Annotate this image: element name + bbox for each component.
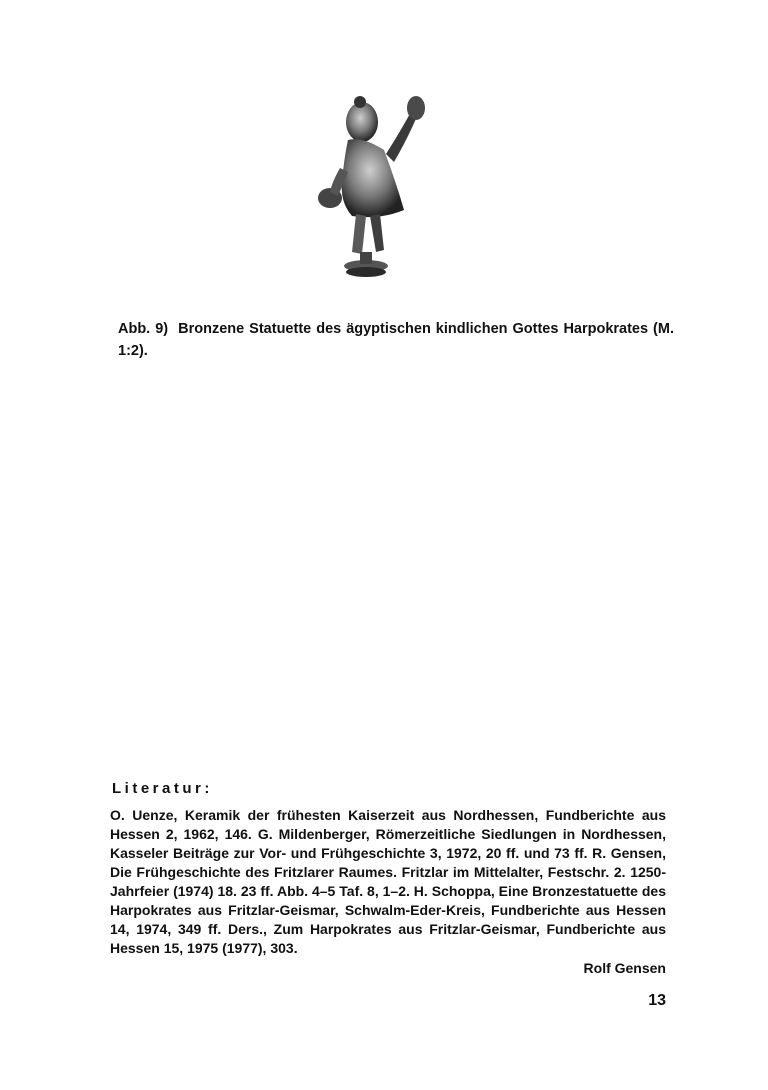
literature-heading: Literatur: [112,780,213,797]
page-number: 13 [648,992,666,1009]
figure-caption-number: Abb. 9) [118,321,169,337]
literature-paragraph: O. Uenze, Keramik der frühesten Kaiserzeit aus Nordhessen, Fundberichte aus Hessen 2, 1962, 146. G. Mildenberger, Römerzeitliche Siedlungen in Nordhessen, Kasseler Beiträge zur Vor- und Frühgeschichte 3, 1972, 20 ff. und 73 ff. R. Gensen, Die Frühgeschichte des Fritzlarer Raumes. Fritzlar im Mittelalter, Festschr. 2. 1250-Jahrfeier (1974) 18. 23 ff. Abb. 4–5 Taf. 8, 1–2. H. Schoppa, Eine Bronzestatuette des Harpokrates aus Fritzlar-Geismar, Schwalm-Eder-Kreis, Fundberichte aus Hessen 14, 1974, 349 ff. Ders., Zum Harpokrates aus Fritzlar-Geismar, Fundberichte aus Hessen 15, 1975 (1977), 303. [110,807,666,956]
literature-text [110,806,666,958]
statuette-photo [300,92,440,292]
figure-caption [118,318,674,362]
figure-caption-text: Bronzene Statuette des ägyptischen kindlichen Gottes Harpokrates (M. 1:2). [118,321,674,359]
author-name: Rolf Gensen [583,960,666,976]
